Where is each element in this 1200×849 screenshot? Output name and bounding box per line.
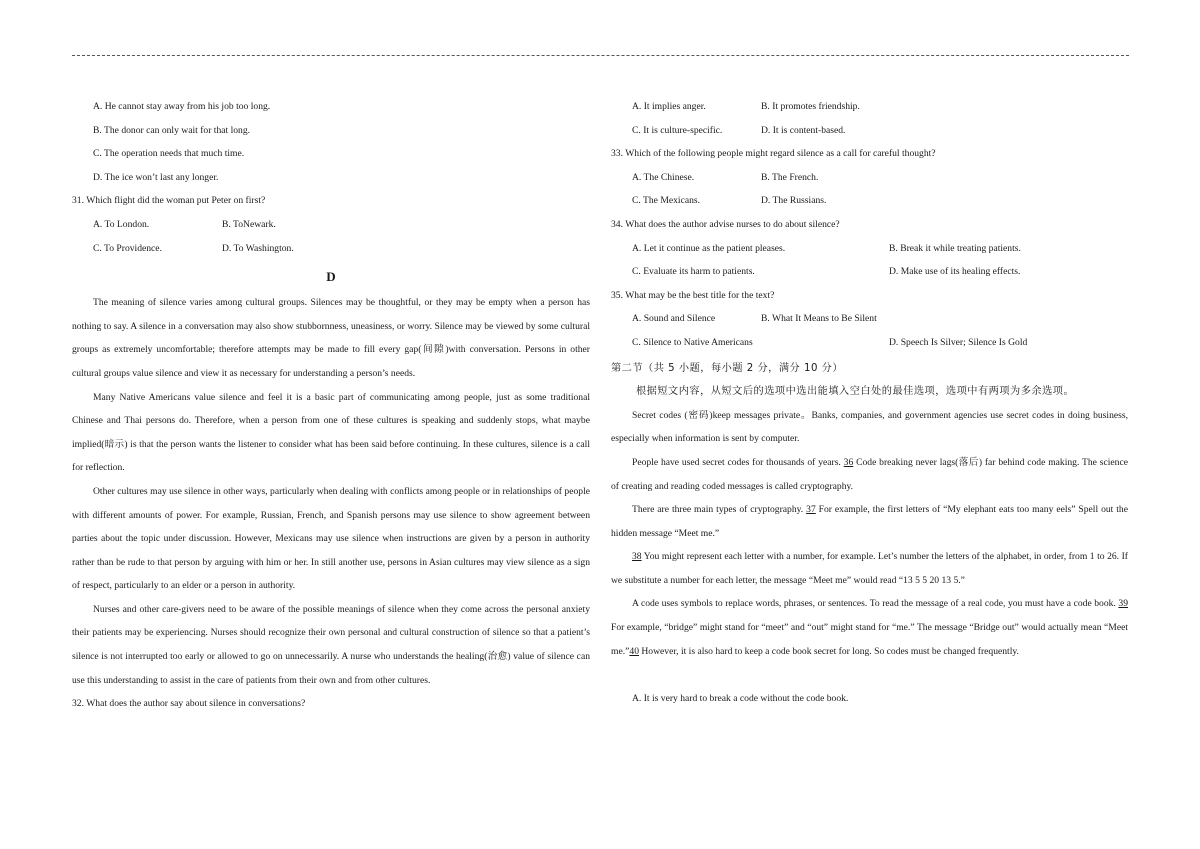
left-column [72,95,590,716]
cloze-option-a: A. It is very hard to break a code without the code book. [632,693,849,705]
blank-37: 37 [806,504,816,516]
cloze-text: Code breaking never lags(落后) far behind code making. The science of creating and reading coded messages is called cryptography. [611,456,1128,492]
question-31-stem: 31. Which flight did the woman put Peter on first? [72,195,266,207]
option-q30-b: B. The donor can only wait for that long. [93,124,251,136]
option-q34-c: C. Evaluate its harm to patients. [632,266,755,278]
option-q31-c: C. To Providence. [93,242,162,254]
cloze-text: There are three main types of cryptography. [632,504,807,516]
header-dashed-rule [72,55,1129,56]
question-35-options-row1 [611,307,1128,331]
passage-paragraph-1: The meaning of silence varies among cultural groups. Silences may be thoughtful, or they may be empty when a person has nothing to say. A silence in a conversation may also show stubbornness, uneasiness, or worry. Silence may be viewed by some cultural groups as extremely uncomfortable; therefore attempts may be made to fill every gap(间隙)with conversation. Persons in other cultural groups value silence and view it as necessary for understanding a person’s needs. [72,297,590,379]
question-31-options-row1 [72,213,590,237]
cloze-paragraph-2 [611,451,1128,498]
option-q34-d: D. Make use of its healing effects. [889,266,1021,278]
passage-paragraph-4: Nurses and other care-givers need to be aware of the possible meanings of silence when they come across the personal anxiety their patients may be experiencing. Nurses should recognize their own personal and cultural construction of silence so that a patient’s silence is not interrupted too early or allowed to go on unnecessarily. A nurse who understands the healing(治愈) value of silence can use this understanding to assist in the care of patients from their own and from other cultures. [72,603,590,686]
option-q35-a: A. Sound and Silence [632,313,716,325]
option-q35-d: D. Speech Is Silver; Silence Is Gold [889,336,1028,348]
cloze-paragraph-3 [611,498,1128,545]
question-31-options-row2 [72,237,590,261]
question-32-options-row2 [611,119,1128,143]
option-q35-c: C. Silence to Native Americans [632,336,753,348]
cloze-paragraph-4 [611,545,1128,592]
option-q32-b: B. It promotes friendship. [761,101,860,112]
question-35-stem: 35. What may be the best title for the text? [611,289,775,301]
cloze-text: For example, the first letters of “My elephant eats too many eels” Spell out the hidden message “Meet me.” [611,504,1128,539]
question-32-options-row1 [611,95,1128,119]
option-q30-a: A. He cannot stay away from his job too long. [93,101,271,112]
question-34-options-row2 [611,260,1128,284]
option-q30-d: D. The ice won’t last any longer. [93,171,219,183]
option-q32-a: A. It implies anger. [632,101,706,112]
option-q34-b: B. Break it while treating patients. [889,242,1021,254]
blank-38: 38 [632,551,642,563]
question-33-options-row2 [611,189,1128,213]
option-q33-b: B. The French. [761,171,819,183]
question-34-options-row1 [611,237,1128,261]
option-q35-b: B. What It Means to Be Silent [761,313,877,325]
option-q31-b: B. ToNewark. [222,218,276,230]
section-d-heading: D [326,269,336,285]
option-q31-d: D. To Washington. [222,242,294,254]
cloze-text: You might represent each letter with a number, for example. Let’s number the letters of the alphabet, in order, from 1 to 26. If we substitute a number for each letter, the message “Meet me” would read “13 5 5 20 13 5.” [611,551,1128,586]
cloze-text: However, it is also hard to keep a code book secret for long. So codes must be changed frequently. [638,645,1019,657]
option-q33-d: D. The Russians. [761,195,827,207]
option-q33-a: A. The Chinese. [632,171,695,183]
option-q34-a: A. Let it continue as the patient pleases. [632,242,786,254]
question-33-options-row1 [611,166,1128,190]
question-34-stem: 34. What does the author advise nurses to do about silence? [611,218,840,230]
cloze-paragraph-1: Secret codes (密码)keep messages private。Banks, companies, and government agencies use secret codes in doing business, especially when information is sent by computer. [611,409,1128,445]
blank-40: 40 [629,645,639,657]
right-column [611,95,1128,711]
question-35-options-row2 [611,331,1128,355]
spacer [611,663,1128,687]
question-33-stem: 33. Which of the following people might regard silence as a call for careful thought? [611,148,936,160]
option-q32-c: C. It is culture-specific. [632,124,723,136]
passage-paragraph-3: Other cultures may use silence in other ways, particularly when dealing with conflicts among people or in relationships of people with different amounts of power. For example, Russian, French, and Spanish persons may use silence to show agreement between parties about the topic under discussion. However, Mexicans may use silence when instructions are given by a person in authority rather than be rude to that person by arguing with him or her. In still another use, persons in Asian cultures may view silence as a sign of respect, particularly to an elder or a person in authority. [72,485,590,592]
option-q32-d: D. It is content-based. [761,124,846,136]
section-2-instructions: 根据短文内容，从短文后的选项中选出能填入空白处的最佳选项，选项中有两项为多余选项。 [636,386,1075,398]
cloze-text: People have used secret codes for thousands of years. [632,456,844,468]
cloze-text: A code uses symbols to replace words, phrases, or sentences. To read the message of a real code, you must have a code book. [632,598,1119,610]
passage-paragraph-2: Many Native Americans value silence and feel it is a basic part of communicating among people, just as some traditional Chinese and Thai persons do. Therefore, when a person from one of these cultures is speaking and suddenly stops, what maybe implied(暗示) is that the person wants the listener to consider what has been said before continuing. In these cultures, silence is a call for reflection. [72,391,590,474]
cloze-paragraph-5 [611,592,1128,663]
question-32-stem: 32. What does the author say about silence in conversations? [72,698,306,710]
option-q31-a: A. To London. [93,218,150,230]
option-q33-c: C. The Mexicans. [632,195,701,207]
blank-39: 39 [1118,598,1128,610]
cloze-text: For example, “bridge” might stand for “meet” and “out” might stand for “me.” The message “Bridge out” would actually mean “Meet me.” [611,622,1128,657]
blank-36: 36 [843,456,854,468]
option-q30-c: C. The operation needs that much time. [93,148,245,160]
section-2-heading: 第二节（共 5 小题，每小题 2 分，满分 10 分） [611,362,844,374]
